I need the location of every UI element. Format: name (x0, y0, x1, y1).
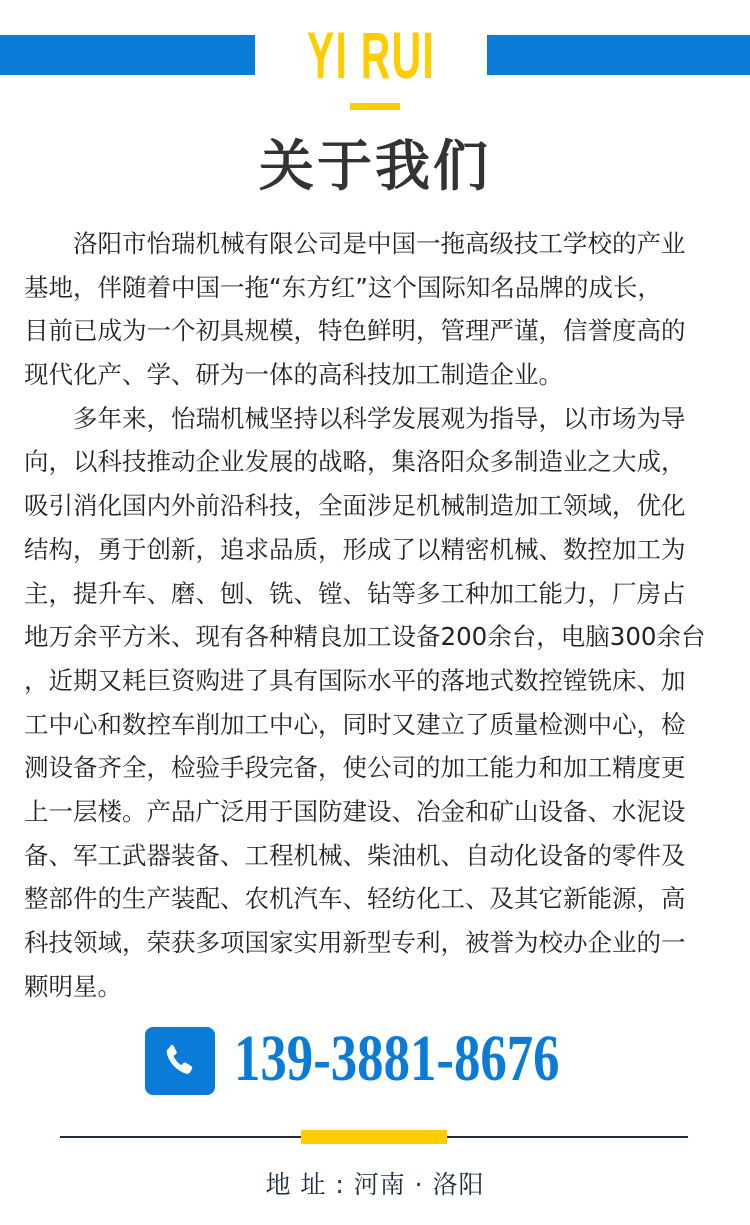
text-line: 目前已成为一个初具规模，特色鲜明，管理严谨，信誉度高的 (24, 316, 686, 346)
phone-number: 139-3881-8676 (234, 1022, 560, 1095)
text-line: 颗明星。 (24, 971, 122, 1001)
page-title: 关于我们 (258, 134, 491, 198)
text-line: 现代化产、学、研为一体的高科技加工制造企业。 (24, 360, 563, 390)
title-accent-bar (350, 103, 400, 110)
address: 地 址 : 河南 · 洛阳 (265, 1170, 485, 1199)
text-line: 结构，勇于创新，追求品质，形成了以精密机械、数控加工为 (24, 534, 686, 564)
decorative-bar-right (487, 35, 750, 75)
company-description (24, 222, 734, 1008)
brand-logo-text: YI RUI (307, 18, 435, 92)
text-line: 向，以科技推动企业发展的战略，集洛阳众多制造业之大成， (24, 447, 686, 477)
decorative-bar-left (0, 35, 255, 75)
text-line: 整部件的生产装配、农机汽车、轻纺化工、及其它新能源，高 (24, 884, 686, 914)
text-line: 洛阳市怡瑞机械有限公司是中国一拖高级技工学校的产业 (24, 229, 686, 258)
phone-icon (145, 1027, 215, 1095)
text-line: 多年来，怡瑞机械坚持以科学发展观为指导，以市场为导 (24, 403, 686, 433)
text-line: ，近期又耗巨资购进了具有国际水平的落地式数控镗铣床、加 (24, 665, 686, 695)
text-line: 基地，伴随着中国一拖“东方红”这个国际知名品牌的成长， (24, 272, 662, 302)
text-line: 备、军工武器装备、工程机械、柴油机、自动化设备的零件及 (24, 840, 686, 870)
text-line: 主，提升车、磨、刨、铣、镗、钻等多工种加工能力，厂房占 (24, 578, 686, 608)
text-line: 上一层楼。产品广泛用于国防建设、冶金和矿山设备、水泥设 (24, 796, 686, 826)
text-line: 测设备齐全，检验手段完备，使公司的加工能力和加工精度更 (24, 753, 686, 783)
text-line: 地万余平方米、现有各种精良加工设备200余台，电脑300余台 (24, 622, 706, 652)
text-line: 吸引消化国内外前沿科技，全面涉足机械制造加工领域，优化 (24, 491, 686, 521)
text-line: 科技领域，荣获多项国家实用新型专利，被誉为校办企业的一 (24, 928, 686, 957)
divider-accent-bar (301, 1130, 447, 1144)
text-line: 工中心和数控车削加工中心，同时又建立了质量检测中心，检 (24, 709, 686, 739)
